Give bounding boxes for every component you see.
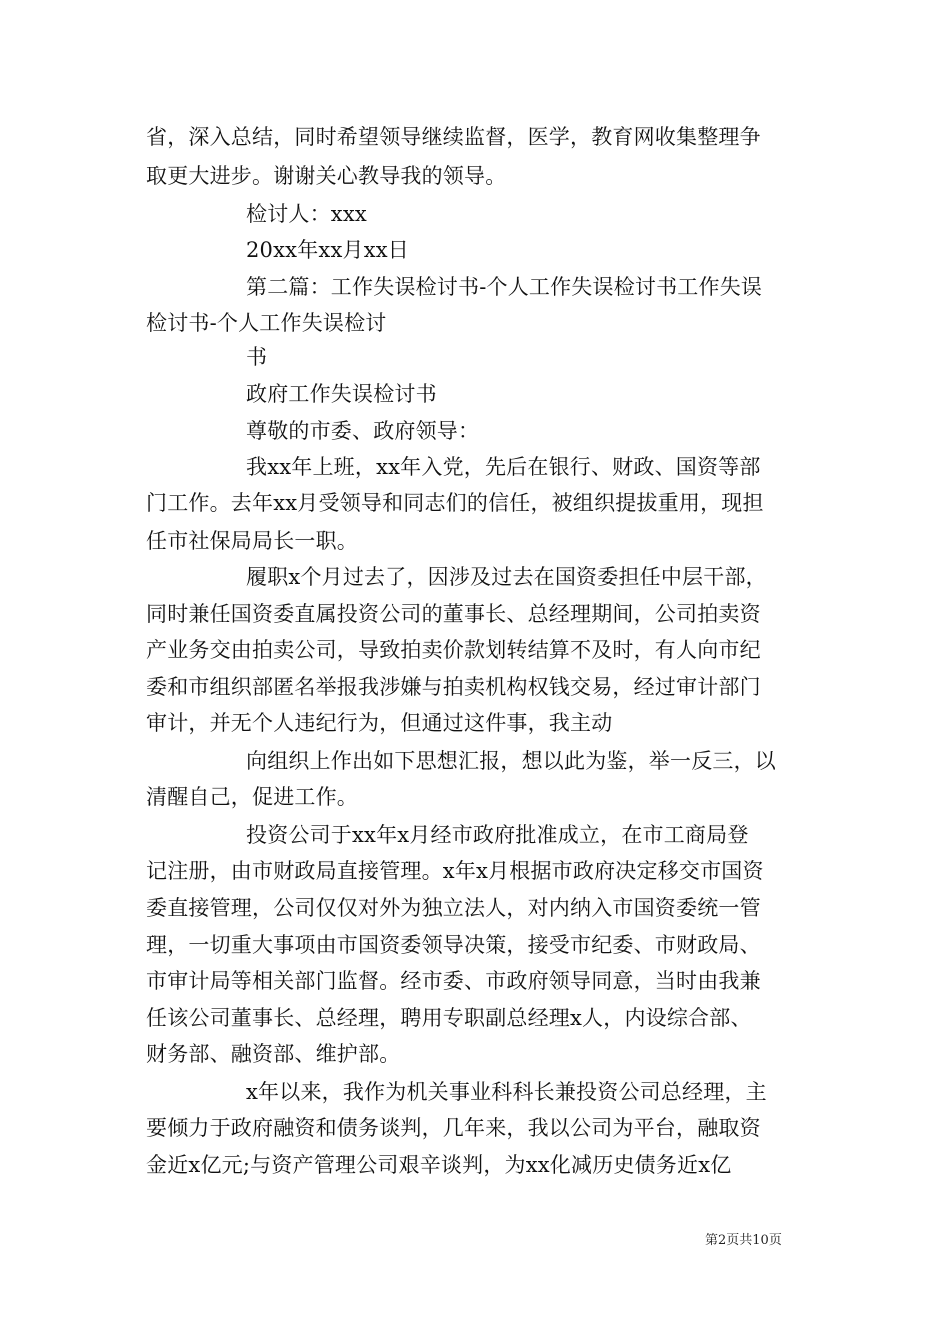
text-line: 向组织上作出如下思想汇报，想以此为鉴，举一反三，以 [246, 749, 776, 773]
salutation: 尊敬的市委、政府领导： [246, 419, 480, 443]
section-heading-end: 书 [246, 345, 268, 369]
text-line: 省，深入总结，同时希望领导继续监督，医学，教育网收集整理争 [146, 125, 761, 149]
date-line: 20xx年xx月xx日 [246, 238, 409, 262]
text-line: 门工作。去年xx月受领导和同志们的信任，被组织提拔重用，现担 [146, 491, 764, 515]
text-line: 要倾力于政府融资和债务谈判，几年来，我以公司为平台，融取资 [146, 1116, 761, 1140]
text-line: 委和市组织部匿名举报我涉嫌与拍卖机构权钱交易，经过审计部门 [146, 675, 761, 699]
text-line: 我xx年上班，xx年入党，先后在银行、财政、国资等部 [246, 455, 761, 479]
text-line: 履职x个月过去了，因涉及过去在国资委担任中层干部， [246, 565, 767, 589]
document-title: 政府工作失误检讨书 [246, 382, 437, 406]
signature-line: 检讨人：xxx [246, 202, 367, 226]
text-line: 清醒自己，促进工作。 [146, 785, 358, 809]
text-line: 任该公司董事长、总经理，聘用专职副总经理x人，内设综合部、 [146, 1006, 752, 1030]
section-heading-continued: 检讨书-个人工作失误检讨 [146, 311, 387, 335]
text-line: x年以来，我作为机关事业科科长兼投资公司总经理，主 [246, 1080, 767, 1104]
text-line: 委直接管理，公司仅仅对外为独立法人，对内纳入市国资委统一管 [146, 896, 761, 920]
text-line: 记注册，由市财政局直接管理。x年x月根据市政府决定移交市国资 [146, 859, 764, 883]
section-heading: 第二篇：工作失误检讨书-个人工作失误检讨书工作失误 [246, 275, 763, 299]
text-line: 任市社保局局长一职。 [146, 529, 358, 553]
text-line: 产业务交由拍卖公司，导致拍卖价款划转结算不及时，有人向市纪 [146, 638, 761, 662]
text-line: 理，一切重大事项由市国资委领导决策，接受市纪委、市财政局、 [146, 933, 761, 957]
page-number: 第2页共10页 [705, 1233, 782, 1248]
text-line: 同时兼任国资委直属投资公司的董事长、总经理期间，公司拍卖资 [146, 602, 761, 626]
text-line: 市审计局等相关部门监督。经市委、市政府领导同意，当时由我兼 [146, 969, 761, 993]
text-line: 投资公司于xx年x月经市政府批准成立，在市工商局登 [246, 823, 749, 847]
text-line: 审计，并无个人违纪行为，但通过这件事，我主动 [146, 711, 613, 735]
text-line: 取更大进步。谢谢关心教导我的领导。 [146, 164, 507, 188]
text-line: 金近x亿元;与资产管理公司艰辛谈判，为xx化减历史债务近x亿 [146, 1153, 732, 1177]
text-line: 财务部、融资部、维护部。 [146, 1042, 401, 1066]
